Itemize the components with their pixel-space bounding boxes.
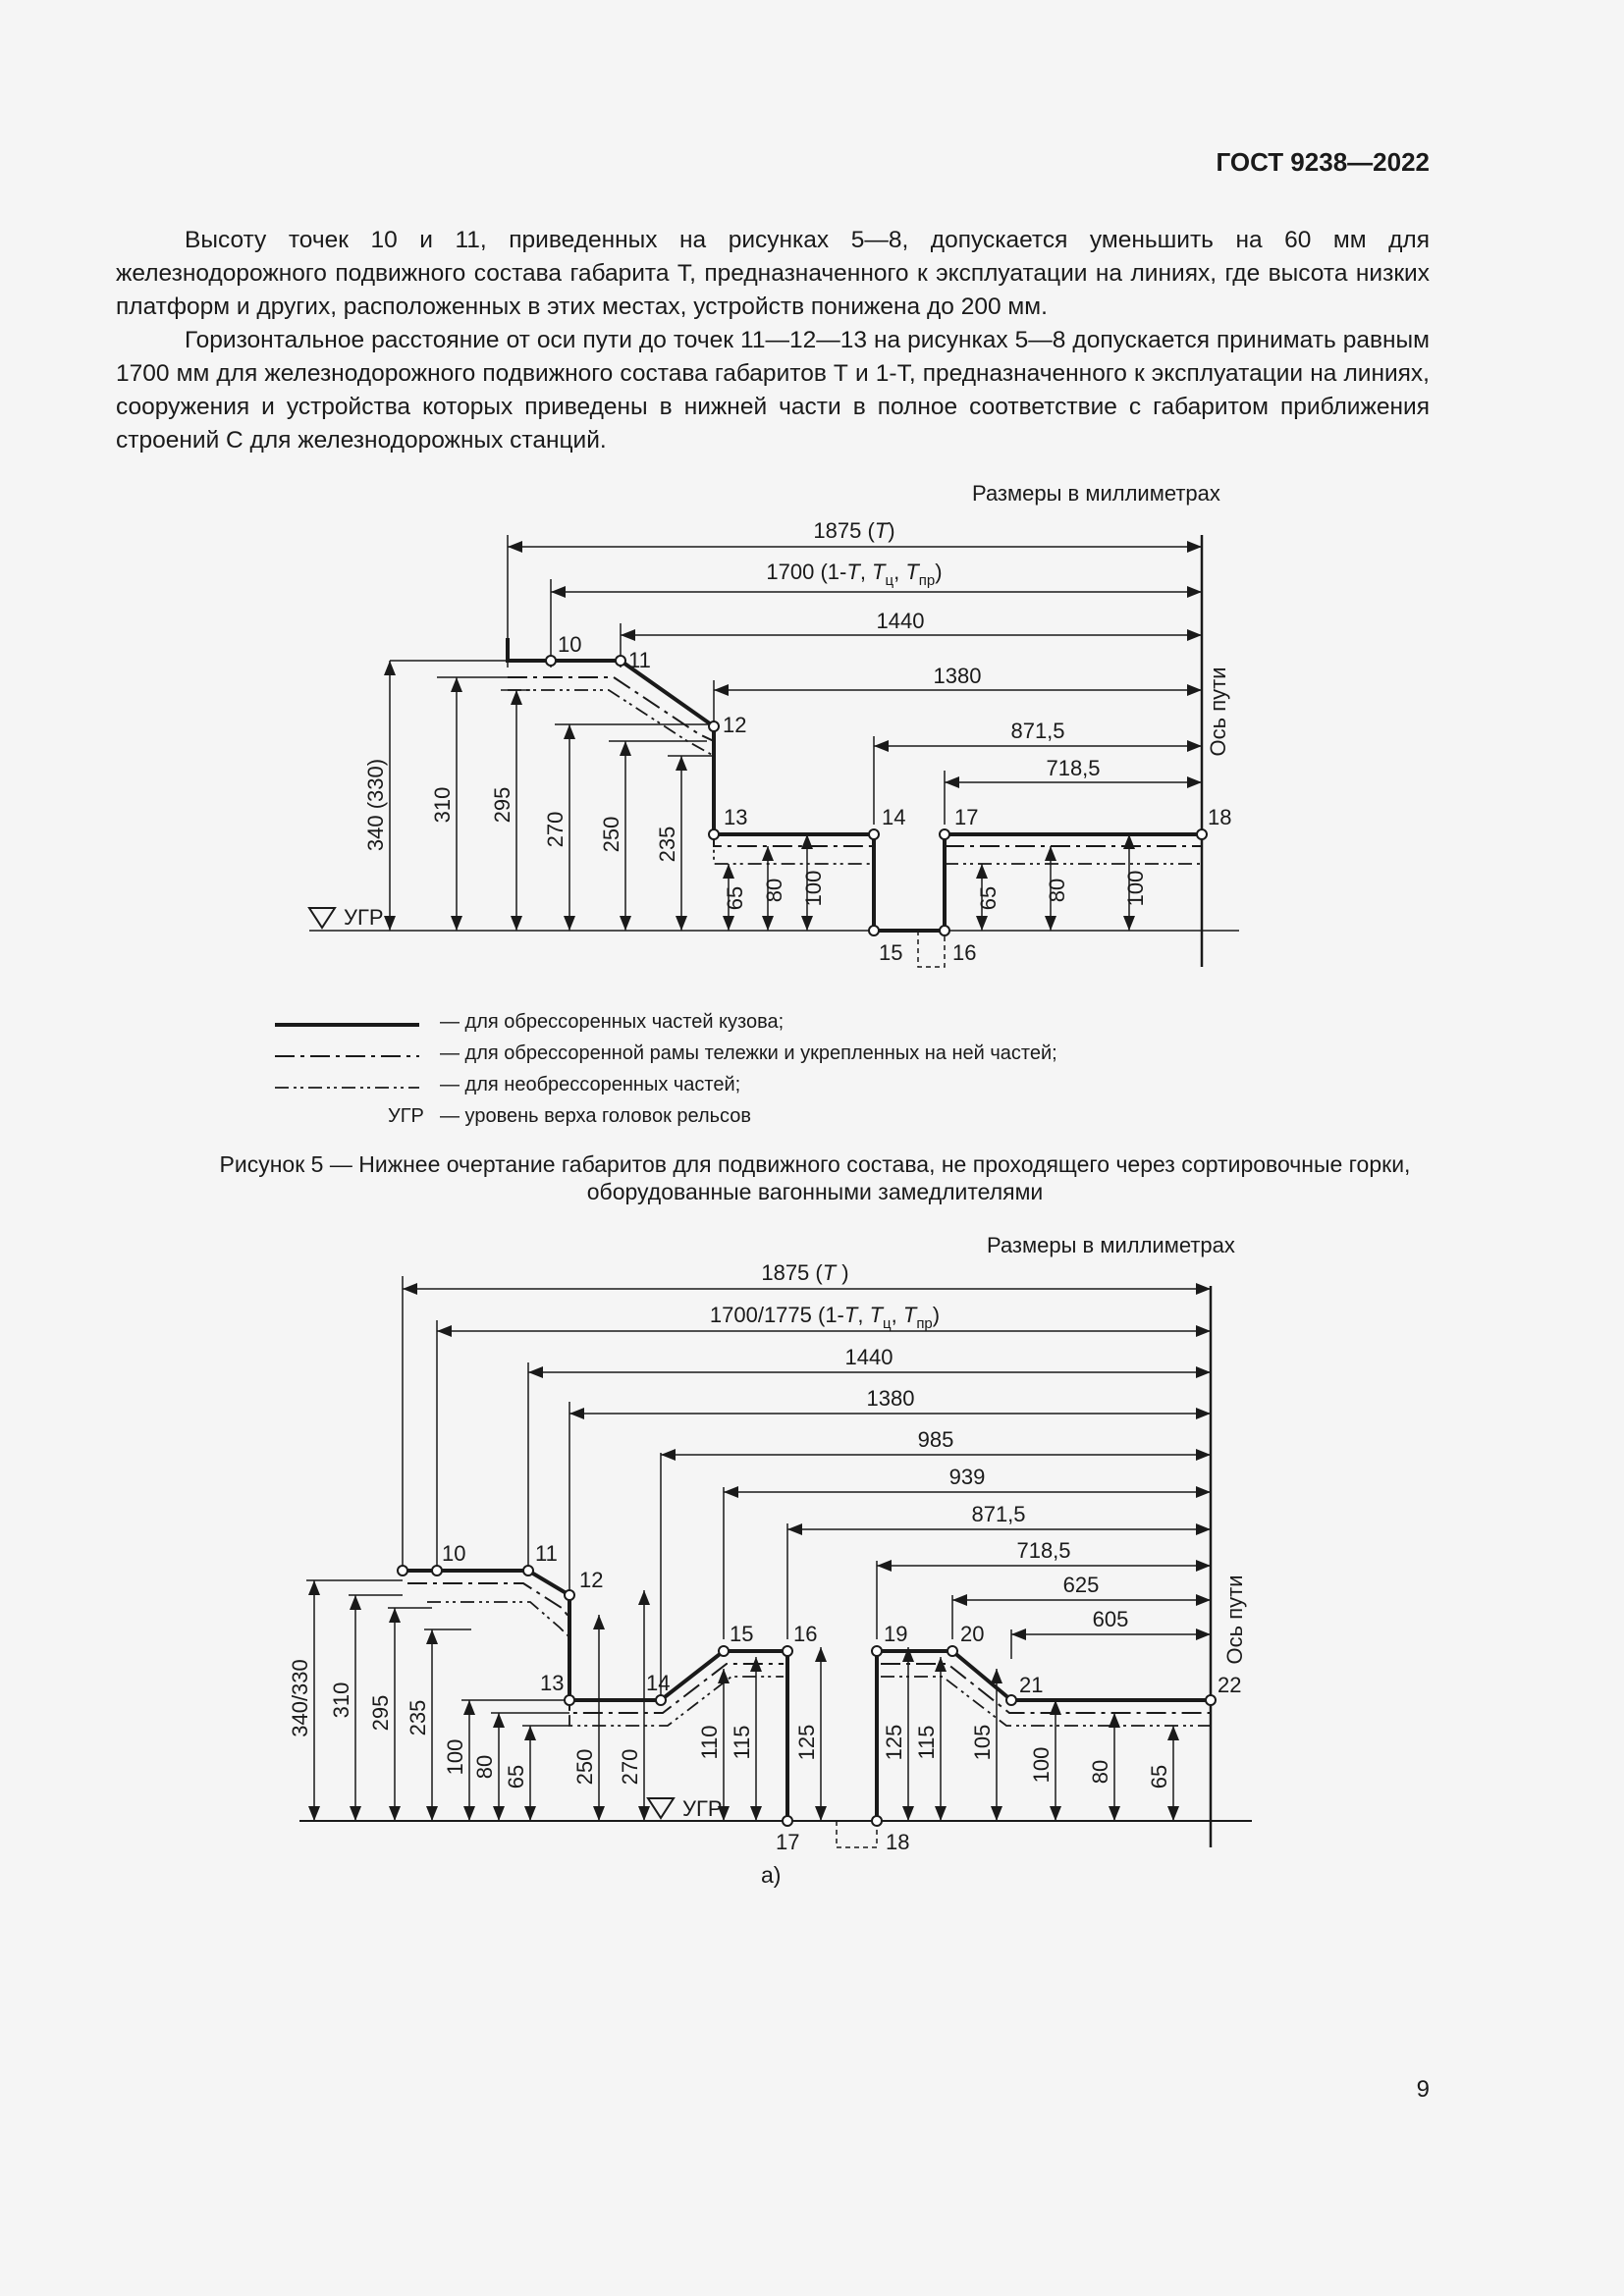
svg-text:310: 310 (430, 786, 455, 824)
svg-text:22: 22 (1218, 1673, 1242, 1697)
svg-text:10: 10 (558, 632, 582, 657)
svg-text:235: 235 (655, 826, 679, 863)
figure1-drawing (0, 0, 1624, 982)
svg-text:80: 80 (1045, 878, 1069, 903)
fig2-dim-1875: 1875 (T ) (761, 1260, 849, 1285)
legend-ugr-label: УГР (388, 1105, 424, 1127)
svg-text:80: 80 (762, 878, 786, 903)
fig2-dim-718-5: 718,5 (1016, 1538, 1071, 1563)
svg-text:17: 17 (954, 805, 979, 829)
svg-text:21: 21 (1019, 1673, 1044, 1697)
svg-text:20: 20 (960, 1622, 985, 1646)
svg-text:310: 310 (329, 1682, 353, 1719)
svg-text:65: 65 (1147, 1764, 1171, 1789)
legend-ugr: — уровень верха головок рельсов (440, 1105, 752, 1127)
fig2-dim-939: 939 (948, 1465, 986, 1489)
svg-text:340/330: 340/330 (288, 1659, 312, 1737)
svg-text:19: 19 (884, 1622, 908, 1646)
svg-text:11: 11 (628, 648, 651, 672)
svg-text:12: 12 (723, 713, 747, 737)
figure2-drawing (0, 1247, 1624, 1895)
svg-text:295: 295 (490, 786, 514, 824)
fig2-dim-1440: 1440 (844, 1345, 893, 1369)
svg-text:14: 14 (646, 1671, 671, 1695)
svg-text:УГР: УГР (682, 1796, 723, 1821)
svg-text:Ось пути: Ось пути (1206, 667, 1230, 757)
svg-text:Ось пути: Ось пути (1222, 1575, 1247, 1665)
svg-text:100: 100 (443, 1738, 467, 1776)
figure-caption-line1: Рисунок 5 — Нижнее очертание габаритов для подвижного состава, не проходящего через сортировочные горки, (219, 1151, 1411, 1177)
fig1-dim-1440: 1440 (876, 609, 925, 633)
legend-solid: — для обрессоренных частей кузова; (440, 1011, 785, 1033)
svg-text:65: 65 (976, 885, 1001, 911)
fig1-dim-1875: 1875 (T) (813, 518, 895, 543)
svg-text:65: 65 (723, 885, 747, 911)
fig1-dim-1700: 1700 (1-T, $T_ц$, $T_{пр}$) (766, 560, 943, 589)
svg-text:65: 65 (504, 1764, 528, 1789)
fig1-dim-718-5: 718,5 (1046, 756, 1101, 780)
page-number: 9 (1416, 2076, 1430, 2103)
svg-text:100: 100 (1123, 870, 1148, 907)
svg-text:100: 100 (801, 870, 826, 907)
svg-text:125: 125 (882, 1724, 906, 1761)
figure1-units-note: Размеры в миллиметрах (972, 481, 1220, 506)
svg-text:11: 11 (535, 1541, 558, 1566)
svg-text:14: 14 (882, 805, 906, 829)
svg-text:235: 235 (406, 1699, 430, 1736)
svg-text:18: 18 (1208, 805, 1232, 829)
figure2-units-note: Размеры в миллиметрах (987, 1233, 1235, 1257)
svg-text:15: 15 (730, 1622, 754, 1646)
svg-text:12: 12 (579, 1568, 604, 1592)
fig2-dim-871-5: 871,5 (971, 1502, 1026, 1526)
svg-text:10: 10 (442, 1541, 466, 1566)
svg-text:15: 15 (879, 940, 903, 965)
svg-text:18: 18 (886, 1830, 910, 1854)
svg-text:125: 125 (794, 1724, 819, 1761)
fig1-dim-871-5: 871,5 (1010, 719, 1065, 743)
legend-dashdotdot: — для необрессоренных частей; (440, 1074, 741, 1095)
legend-swatches (0, 1001, 442, 1129)
svg-text:80: 80 (472, 1754, 497, 1780)
paragraph-1-text: Высоту точек 10 и 11, приведенных на рисунках 5—8, допускается уменьшить на 60 мм для железнодорожного подвижного состава габарита Т, предназначенного к эксплуатации на линиях, где высота низких платформ и других, расположенных в этих местах, устройств понижена до 200 мм. (116, 227, 1430, 320)
svg-text:270: 270 (543, 811, 568, 848)
svg-text:340 (330): 340 (330) (363, 758, 388, 852)
fig2-dim-1380: 1380 (866, 1386, 915, 1411)
fig2-dim-1700-1775: 1700/1775 (1-T, $T_ц$, $T_{пр}$) (709, 1303, 941, 1332)
paragraph-2-text: Горизонтальное расстояние от оси пути до точек 11—12—13 на рисунках 5—8 допускается принимать равным 1700 мм для железнодорожного подвижного состава габаритов Т и 1-Т, предназначенного к эксплуатации на линиях, сооружения и устройства которых приведены в нижней части в полное соответствие с габаритом приближения строений С для железнодорожных станций. (116, 327, 1430, 454)
svg-text:295: 295 (368, 1694, 393, 1732)
svg-text:110: 110 (697, 1725, 722, 1760)
legend-dashdot: — для обрессоренной рамы тележки и укрепленных на ней частей; (440, 1042, 1057, 1064)
svg-text:17: 17 (776, 1830, 800, 1854)
standard-header: ГОСТ 9238—2022 (1216, 147, 1430, 177)
svg-text:80: 80 (1088, 1759, 1112, 1785)
figure2-sub-label: а) (761, 1862, 782, 1888)
svg-text:УГР: УГР (344, 905, 384, 930)
svg-text:115: 115 (730, 1725, 754, 1760)
svg-text:13: 13 (724, 805, 748, 829)
svg-text:105: 105 (970, 1724, 995, 1761)
fig2-dim-985: 985 (917, 1427, 954, 1452)
fig2-dim-605: 605 (1092, 1607, 1129, 1631)
figure-caption-line2: оборудованные вагонными замедлителями (586, 1179, 1044, 1204)
svg-text:250: 250 (572, 1748, 597, 1786)
svg-text:250: 250 (599, 816, 623, 853)
svg-text:16: 16 (793, 1622, 818, 1646)
svg-text:13: 13 (540, 1671, 565, 1695)
fig1-dim-1380: 1380 (933, 664, 982, 688)
svg-text:270: 270 (618, 1748, 642, 1786)
svg-text:16: 16 (952, 940, 977, 965)
fig2-dim-625: 625 (1062, 1573, 1100, 1597)
svg-text:115: 115 (914, 1725, 939, 1760)
svg-text:100: 100 (1029, 1746, 1054, 1784)
